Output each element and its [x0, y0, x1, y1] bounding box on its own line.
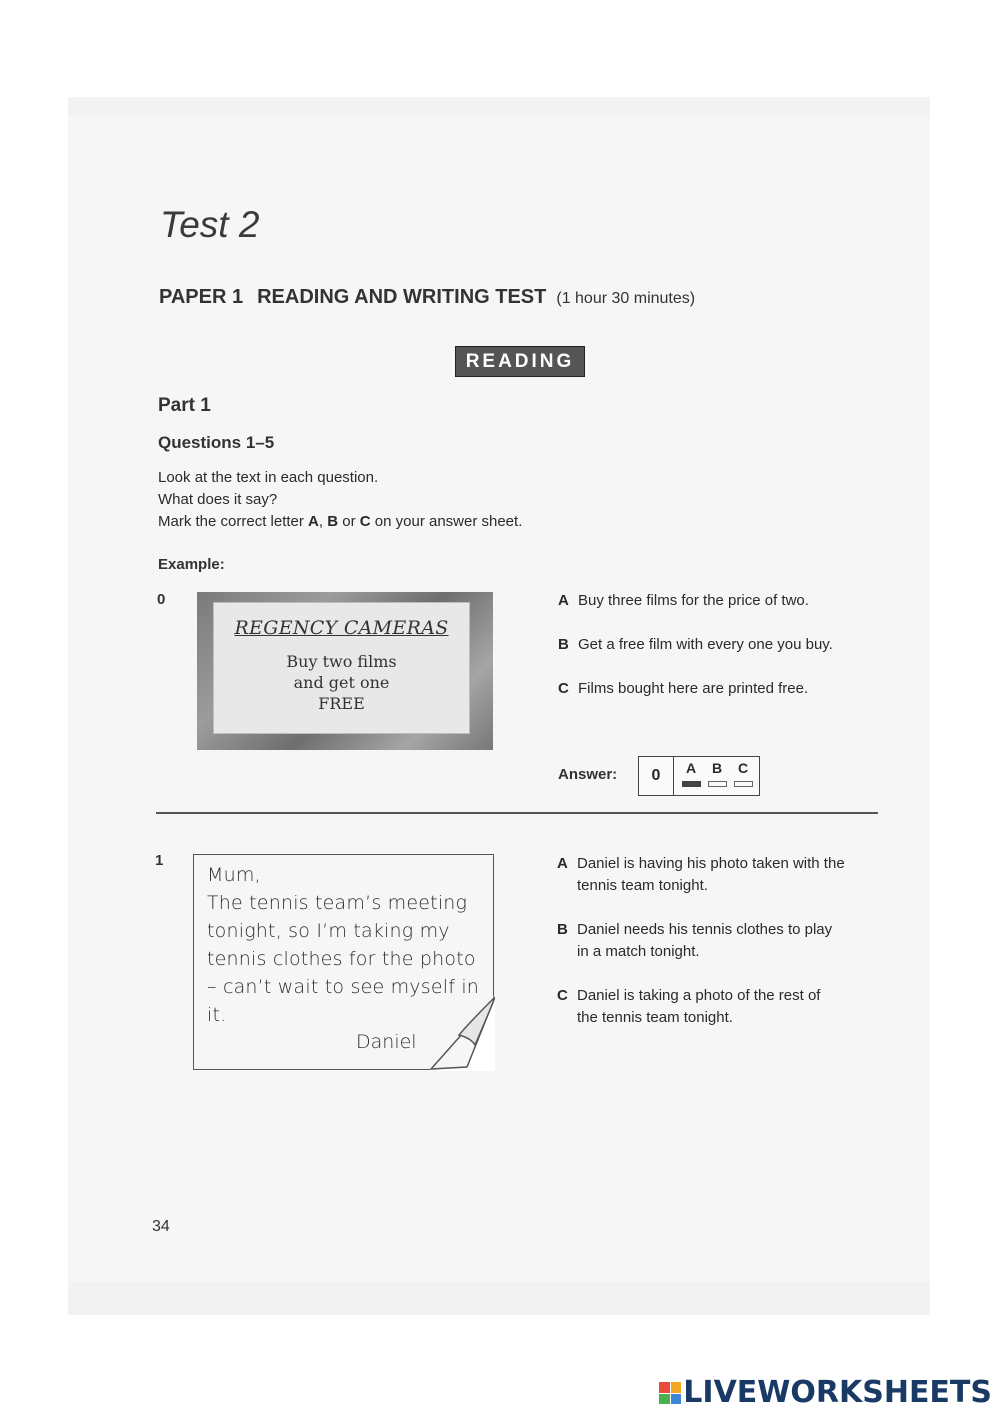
answer-col-c: C: [731, 760, 755, 787]
answer-number: 0: [639, 757, 674, 795]
answer-mark-b: [708, 781, 727, 787]
answer-mark-c: [734, 781, 753, 787]
question-1-note: [193, 854, 494, 1070]
page-curl-icon: [429, 995, 495, 1071]
question-1-option-b[interactable]: B Daniel needs his tennis clothes to play in a match tonight.: [557, 921, 833, 960]
part-title: Part 1: [158, 395, 211, 416]
paper-heading: [159, 286, 695, 309]
paper-number: PAPER 1: [159, 286, 244, 308]
page-number: 34: [152, 1218, 170, 1235]
section-banner: READING: [455, 346, 585, 377]
section-divider: [156, 812, 878, 814]
instruction-line-1: Look at the text in each question.: [158, 469, 379, 486]
example-option-a[interactable]: A Buy three films for the price of two.: [558, 592, 809, 609]
answer-grid: [638, 756, 760, 796]
note-text: Mum, The tennis team’s meeting tonight, so I’m taking my tennis clothes for the photo – can’t wait to see myself in it.: [207, 864, 480, 1026]
example-option-b[interactable]: B Get a free film with every one you buy.: [558, 636, 833, 653]
paper-duration: (1 hour 30 minutes): [556, 290, 696, 307]
question-1-option-a[interactable]: A Daniel is having his photo taken with the tennis team tonight.: [557, 855, 845, 894]
answer-col-b: B: [705, 760, 729, 787]
answer-mark-a-filled: [682, 781, 701, 787]
sign-body: Buy two films and get one FREE: [286, 652, 397, 713]
question-1-option-c[interactable]: C Daniel is taking a photo of the rest of the tennis team tonight.: [557, 987, 821, 1026]
sign-card: [213, 602, 470, 734]
question-1-number: 1: [155, 852, 164, 869]
liveworksheets-logo[interactable]: [659, 1375, 992, 1410]
example-sign-image: [197, 592, 493, 750]
answer-col-a: A: [679, 760, 703, 787]
example-number: 0: [157, 591, 166, 608]
instruction-line-2: What does it say?: [158, 491, 278, 508]
logo-text: LIVEWORKSHEETS: [683, 1375, 992, 1410]
liveworksheets-icon: [659, 1382, 681, 1404]
questions-title: Questions 1–5: [158, 433, 275, 452]
instruction-line-3: Mark the correct letter A, B or C on your answer sheet.: [158, 513, 523, 530]
test-title: Test 2: [160, 204, 260, 245]
example-label: Example:: [158, 556, 225, 573]
example-option-c[interactable]: C Films bought here are printed free.: [558, 680, 809, 697]
answer-label: Answer:: [558, 766, 618, 783]
sign-title: REGENCY CAMERAS: [234, 617, 449, 639]
note-signature: Daniel: [356, 1031, 417, 1053]
paper-name: READING AND WRITING TEST: [257, 286, 547, 308]
